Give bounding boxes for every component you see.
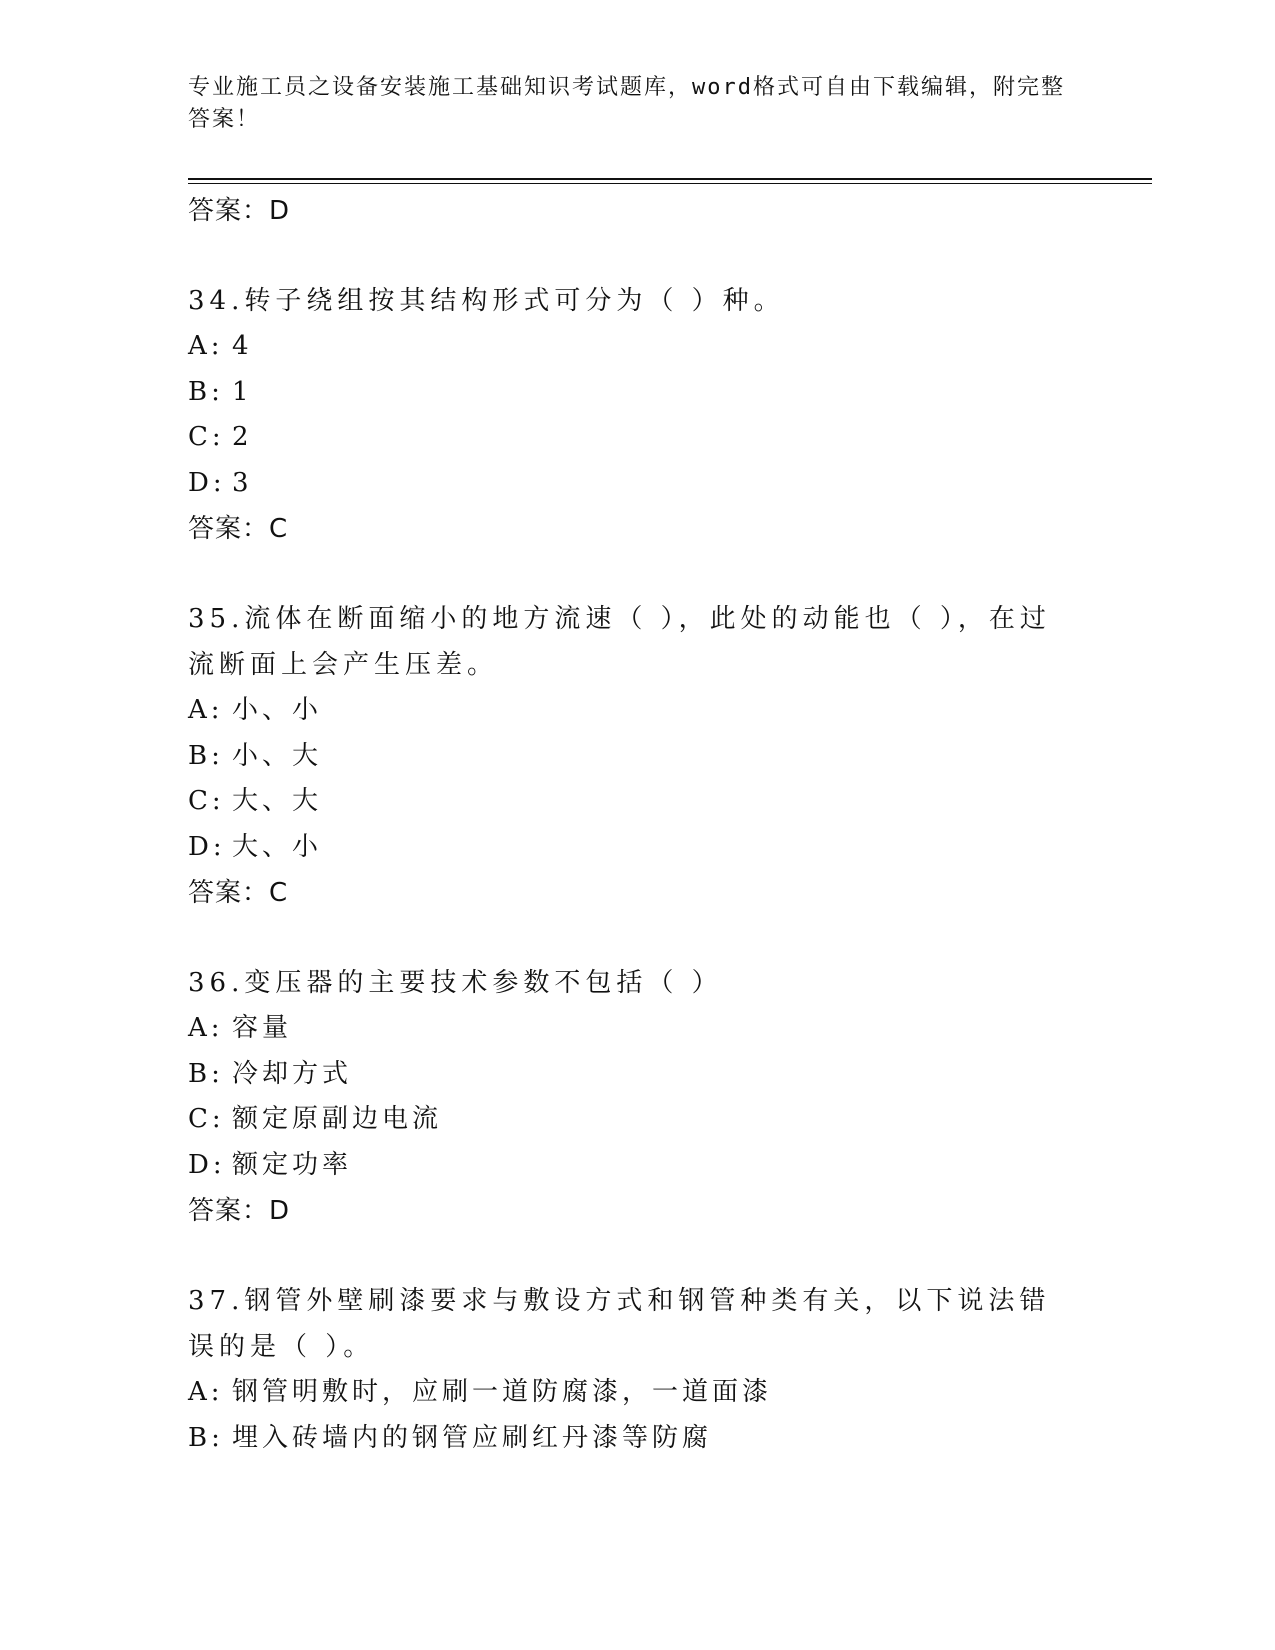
question-stem: 37.钢管外壁刷漆要求与敷设方式和钢管种类有关，以下说法错误的是（ ）。 — [188, 1286, 1051, 1362]
previous-answer: 答案：D — [188, 196, 291, 226]
option-letter: A: — [188, 1377, 224, 1407]
option-text: 4 — [232, 331, 253, 361]
option-letter: A: — [188, 695, 224, 725]
option-b — [188, 734, 1088, 780]
question-37 — [188, 1278, 1088, 1461]
option-text: 3 — [232, 467, 253, 498]
option-text: 冷却方式 — [232, 1058, 353, 1089]
question-35 — [188, 596, 1088, 916]
option-a — [188, 1370, 1088, 1416]
answer-line: 答案：D — [188, 1196, 291, 1226]
page-header: 专业施工员之设备安装施工基础知识考试题库，word格式可自由下载编辑，附完整答案！ — [188, 75, 1065, 132]
option-text: 大、大 — [232, 786, 323, 816]
option-b — [188, 1052, 1088, 1098]
option-a — [188, 1006, 1088, 1052]
option-letter: C: — [188, 422, 225, 452]
option-d — [188, 461, 1088, 507]
question-36 — [188, 960, 1088, 1234]
option-a — [188, 324, 1088, 370]
question-list — [188, 188, 1088, 1461]
option-letter: A: — [188, 331, 224, 361]
option-text: 1 — [232, 376, 253, 407]
option-letter: B: — [188, 1058, 224, 1089]
option-b — [188, 1416, 1088, 1462]
option-d — [188, 1143, 1088, 1189]
header-divider-thin — [188, 183, 1152, 184]
option-d — [188, 825, 1088, 871]
option-text: 2 — [232, 422, 253, 452]
option-text: 钢管明敷时，应刷一道防腐漆，一道面漆 — [232, 1377, 773, 1407]
answer-line: 答案：C — [188, 878, 289, 908]
option-letter: B: — [188, 740, 224, 771]
option-letter: D: — [188, 467, 226, 498]
option-letter: C: — [188, 786, 225, 816]
option-letter: A: — [188, 1013, 224, 1043]
option-letter: B: — [188, 376, 224, 407]
option-letter: D: — [188, 831, 226, 862]
option-text: 额定功率 — [232, 1149, 353, 1180]
option-text: 容量 — [232, 1013, 293, 1043]
question-34 — [188, 278, 1088, 552]
option-c — [188, 415, 1088, 461]
question-stem: 36.变压器的主要技术参数不包括（ ） — [188, 968, 723, 998]
option-b — [188, 370, 1088, 416]
answer-line: 答案：C — [188, 514, 289, 544]
option-text: 埋入砖墙内的钢管应刷红丹漆等防腐 — [232, 1422, 713, 1453]
option-letter: C: — [188, 1104, 225, 1134]
option-letter: B: — [188, 1422, 224, 1453]
option-a — [188, 688, 1088, 734]
question-stem: 35.流体在断面缩小的地方流速（ ），此处的动能也（ ），在过流断面上会产生压差。 — [188, 604, 1051, 680]
header-divider — [188, 178, 1152, 180]
option-text: 小、大 — [232, 740, 323, 771]
option-c — [188, 1097, 1088, 1143]
option-letter: D: — [188, 1149, 226, 1180]
option-text: 大、小 — [232, 831, 323, 862]
option-text: 额定原副边电流 — [232, 1104, 443, 1134]
option-text: 小、小 — [232, 695, 323, 725]
option-c — [188, 779, 1088, 825]
question-stem: 34.转子绕组按其结构形式可分为（ ）种。 — [188, 286, 785, 316]
